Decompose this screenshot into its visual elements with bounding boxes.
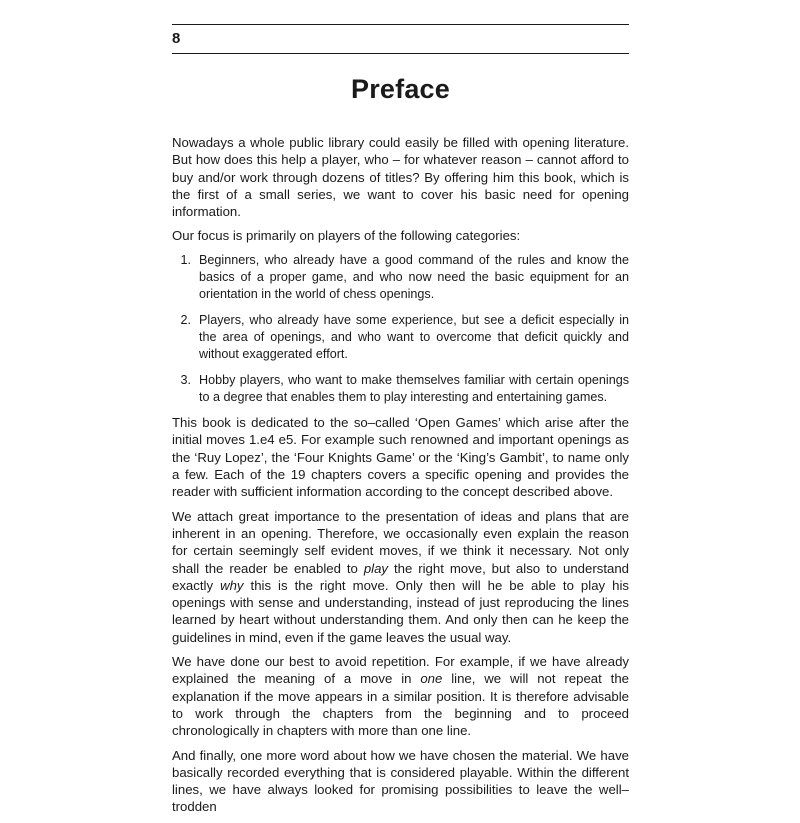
paragraph-intro: Nowadays a whole public library could easily be filled with opening literature. But how does this help a player, who – for whatever reason – cannot afford to buy and/or work through dozens of titles? By offering him this book, which is the first of a small series, we want to cover his basic need for opening information.	[172, 135, 629, 220]
list-item	[172, 312, 629, 364]
paragraph-focus: Our focus is primarily on players of the following categories:	[172, 228, 521, 244]
list-item-number: 1.	[180, 252, 191, 267]
page-number: 8	[172, 30, 181, 47]
list-item-number: 3.	[180, 372, 191, 387]
paragraph-repetition-part-1: We have done our best to avoid repetition. For example, if we have already explained the meaning of a move in	[172, 654, 629, 687]
body-text	[172, 134, 629, 823]
list-item-number: 2.	[180, 312, 191, 327]
paragraph-ideas-part-3: this is the right move. Only then will he be able to play his openings with sense and understanding, instead of just reproducing the lines learned by heart without understanding them. And only then can he keep the guidelines in mind, even if the game leaves the usual way.	[172, 577, 629, 645]
paragraph-repetition	[172, 653, 629, 739]
page-header	[172, 24, 629, 54]
paragraph-repetition-part-2: line, we will not repeat the explanation if the move appears in a similar position. It is therefore advisable to work through the chapters from the beginning and to proceed chronologically in chapters with more than one line.	[172, 671, 629, 739]
list-item	[172, 372, 629, 407]
paragraph-ideas-part-2: the right move, but also to understand exactly	[172, 560, 629, 593]
categories-list	[172, 252, 629, 406]
paragraph-material: And finally, one more word about how we have chosen the material. We have basically recorded everything that is considered playable. Within the different lines, we have always looked for promising possibilities to leave the well–trodden	[172, 747, 629, 815]
paragraph-open-games: This book is dedicated to the so–called ‘Open Games’ which arise after the initial moves 1.e4 e5. For example such renowned and important openings as the ‘Ruy Lopez’, the ‘Four Knights Game’ or the ‘King’s Gambit’, to name only a few. Each of the 19 chapters covers a specific opening and provides the reader with sufficient information according to the concept described above.	[172, 415, 629, 500]
emphasis-why: why	[220, 577, 244, 593]
paragraph-ideas-part-1: We attach great importance to the presentation of ideas and plans that are inherent in an opening. Therefore, we occasionally even explain the reason for certain seemingly self evident moves, if we think it necessary. Not only shall the reader be enabled to	[172, 508, 629, 576]
page-title: Preface	[351, 74, 450, 104]
emphasis-one: one	[420, 671, 443, 687]
list-item-text: Beginners, who already have a good command of the rules and know the basics of a proper game, and who now need the basic equipment for an orientation in the world of chess openings.	[199, 252, 629, 302]
list-item-text: Hobby players, who want to make themselves familiar with certain openings to a degree that enables them to play interesting and entertaining games.	[199, 372, 629, 404]
paragraph-ideas	[172, 508, 629, 646]
list-item	[172, 252, 629, 304]
list-item-text: Players, who already have some experience, but see a deficit especially in the area of openings, and who want to overcome that deficit quickly and without exaggerated effort.	[199, 312, 629, 362]
emphasis-play: play	[363, 560, 389, 576]
